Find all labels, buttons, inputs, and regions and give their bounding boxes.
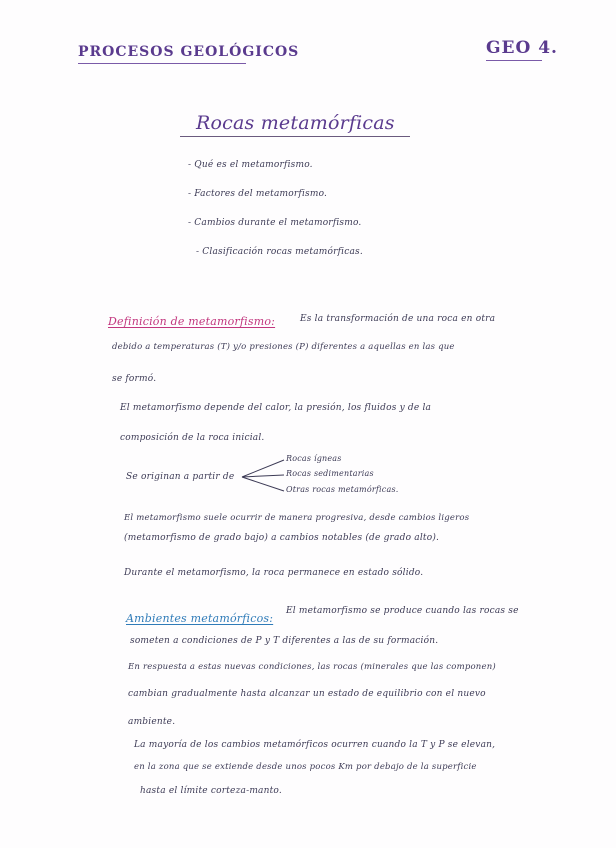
definition-line: Es la transformación de una roca en otra — [300, 314, 496, 324]
origin-item: Rocas ígneas — [286, 454, 342, 463]
definition-heading: Definición de metamorfismo: — [108, 315, 276, 328]
definition-line: se formó. — [112, 374, 157, 384]
environments-line: La mayoría de los cambios metamórficos ocurren cuando la T y P se elevan, — [134, 740, 496, 750]
definition-line: composición de la roca inicial. — [120, 433, 265, 443]
definition-line: debido a temperaturas (T) y/o presiones (P) diferentes a aquellas en las que — [112, 342, 455, 352]
topic-item: - Clasificación rocas metamórficas. — [196, 247, 363, 257]
definition-line: El metamorfismo depende del calor, la presión, los fluidos y de la — [120, 403, 432, 413]
environments-line: hasta el límite corteza-manto. — [140, 786, 282, 796]
title-underline — [180, 136, 410, 137]
origin-item: Rocas sedimentarias — [286, 469, 374, 478]
progression-line: Durante el metamorfismo, la roca permanece en estado sólido. — [124, 568, 424, 578]
branch-arrows — [240, 455, 286, 495]
environments-heading: Ambientes metamórficos: — [126, 612, 274, 625]
environments-line: someten a condiciones de P y T diferentes a las de su formación. — [130, 636, 439, 646]
topic-item: - Factores del metamorfismo. — [188, 189, 328, 199]
page-title: Rocas metamórficas — [196, 112, 395, 134]
topic-item: - Qué es el metamorfismo. — [188, 160, 313, 170]
page-code: GEO 4. — [486, 38, 558, 58]
origin-item: Otras rocas metamórficas. — [286, 485, 399, 494]
environments-line: El metamorfismo se produce cuando las rocas se — [286, 606, 519, 616]
topic-item: - Cambios durante el metamorfismo. — [188, 218, 362, 228]
progression-line: El metamorfismo suele ocurrir de manera progresiva, desde cambios ligeros — [124, 513, 470, 523]
environments-line: En respuesta a estas nuevas condiciones, las rocas (minerales que las componen) — [128, 662, 496, 672]
progression-line: (metamorfismo de grado bajo) a cambios notables (de grado alto). — [124, 533, 440, 543]
environments-line: cambian gradualmente hasta alcanzar un estado de equilibrio con el nuevo — [128, 689, 486, 699]
environments-line: en la zona que se extiende desde unos pocos Km por debajo de la superficie — [134, 762, 477, 772]
subject-header: PROCESOS GEOLÓGICOS — [78, 44, 300, 60]
environments-line: ambiente. — [128, 717, 176, 727]
subject-underline — [78, 63, 246, 64]
page-code-underline — [486, 60, 542, 61]
origin-lead: Se originan a partir de — [126, 472, 235, 482]
